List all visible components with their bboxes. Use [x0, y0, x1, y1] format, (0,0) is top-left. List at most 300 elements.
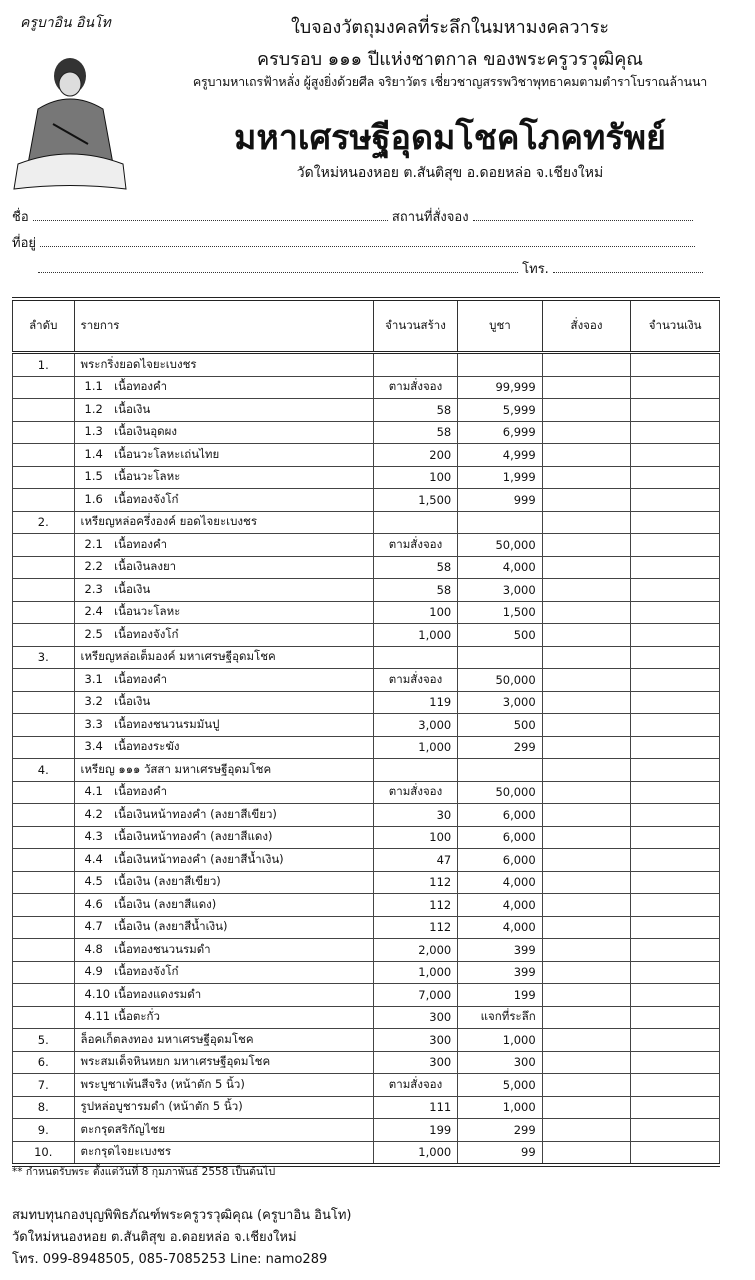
row-index — [13, 781, 75, 804]
row-order-input[interactable] — [542, 781, 631, 804]
form-phone-row — [38, 258, 715, 279]
row-amount-input[interactable] — [631, 421, 720, 444]
row-amount-input[interactable] — [631, 781, 720, 804]
row-index — [13, 961, 75, 984]
row-quantity: ตามสั่งจอง — [373, 781, 457, 804]
row-index — [13, 601, 75, 624]
row-subnumber: 1.5 — [84, 469, 103, 484]
row-quantity: 119 — [373, 691, 457, 714]
table-row — [13, 421, 720, 444]
row-amount-input[interactable] — [631, 376, 720, 399]
row-index — [13, 624, 75, 647]
row-amount-input[interactable] — [631, 489, 720, 512]
row-subnumber: 4.2 — [84, 806, 103, 821]
row-subnumber: 3.4 — [84, 739, 103, 754]
row-order-input[interactable] — [542, 759, 631, 782]
row-quantity — [373, 353, 457, 377]
row-price: 6,000 — [458, 826, 542, 849]
table-row — [13, 1006, 720, 1029]
row-quantity: ตามสั่งจอง — [373, 669, 457, 692]
row-item — [74, 399, 373, 422]
row-order-input[interactable] — [542, 916, 631, 939]
row-price: 399 — [458, 939, 542, 962]
table-row — [13, 781, 720, 804]
row-order-input[interactable] — [542, 714, 631, 737]
row-quantity: 100 — [373, 601, 457, 624]
row-order-input[interactable] — [542, 1029, 631, 1052]
row-item-label: เนื้อเงิน — [114, 694, 151, 709]
row-index — [13, 534, 75, 557]
row-item — [74, 1006, 373, 1029]
row-amount-input[interactable] — [631, 916, 720, 939]
row-index — [13, 466, 75, 489]
row-order-input[interactable] — [542, 646, 631, 669]
row-item-label: ล็อคเก็ตลงทอง มหาเศรษฐีอุดมโชค — [80, 1031, 254, 1046]
row-item — [74, 984, 373, 1007]
header-line-2: ครบรอบ ๑๑๑ ปีแห่งชาตกาล ของพระครูวรวุฒิคุณ — [257, 49, 643, 70]
row-item — [74, 1051, 373, 1074]
address-label: ที่อยู่ — [12, 236, 36, 251]
header-price: บูชา — [458, 299, 542, 353]
row-item — [74, 421, 373, 444]
row-amount-input[interactable] — [631, 714, 720, 737]
footer-line-1: สมทบทุนกองบุญพิพิธภัณฑ์พระครูวรวุฒิคุณ (ครูบาอิน อินโท) — [12, 1208, 352, 1223]
row-item-label: เหรียญหล่อครึ่งองค์ ยอดไจยะเบงชร — [80, 514, 258, 529]
table-row — [13, 759, 720, 782]
name-field[interactable] — [33, 208, 388, 221]
row-quantity: 100 — [373, 466, 457, 489]
row-item-label: พระบูชาเพ้นสีจริง (หน้าตัก 5 นิ้ว) — [80, 1076, 245, 1091]
row-price: 5,999 — [458, 399, 542, 422]
row-order-input[interactable] — [542, 669, 631, 692]
row-item-label: เนื้อเงิน — [114, 401, 151, 416]
row-subnumber: 4.8 — [84, 941, 103, 956]
header-quantity: จำนวนสร้าง — [373, 299, 457, 353]
row-order-input[interactable] — [542, 984, 631, 1007]
row-amount-input[interactable] — [631, 849, 720, 872]
phone-field[interactable] — [553, 260, 703, 273]
monk-portrait-sketch-icon — [8, 14, 133, 194]
row-price — [458, 353, 542, 377]
row-subnumber: 4.4 — [84, 851, 103, 866]
row-item — [74, 894, 373, 917]
row-quantity: 58 — [373, 579, 457, 602]
row-price: 3,000 — [458, 579, 542, 602]
row-item — [74, 759, 373, 782]
row-quantity: 1,000 — [373, 624, 457, 647]
row-item-label: ตะกรุดไจยะเบงชร — [80, 1144, 172, 1159]
table-row — [13, 353, 720, 377]
row-price: 500 — [458, 624, 542, 647]
temple-address: วัดใหม่หนองหอย ต.สันติสุข อ.ดอยหล่อ จ.เชียงใหม่ — [296, 165, 604, 181]
row-amount-input[interactable] — [631, 624, 720, 647]
row-amount-input[interactable] — [631, 1141, 720, 1165]
row-item — [74, 601, 373, 624]
row-price: 299 — [458, 1119, 542, 1142]
row-item — [74, 781, 373, 804]
row-price: 5,000 — [458, 1074, 542, 1097]
row-item — [74, 1119, 373, 1142]
row-quantity: 7,000 — [373, 984, 457, 1007]
row-subnumber: 4.9 — [84, 964, 103, 979]
row-index — [13, 1006, 75, 1029]
row-item — [74, 669, 373, 692]
row-price: 3,000 — [458, 691, 542, 714]
row-quantity: 300 — [373, 1006, 457, 1029]
row-item-label: เหรียญ ๑๑๑ วัสสา มหาเศรษฐีอุดมโชค — [80, 761, 272, 776]
row-quantity: ตามสั่งจอง — [373, 376, 457, 399]
row-quantity: 3,000 — [373, 714, 457, 737]
header-index: ลำดับ — [13, 299, 75, 353]
row-order-input[interactable] — [542, 961, 631, 984]
portrait-caption: ครูบาอิน อินโท — [20, 15, 111, 31]
row-order-input[interactable] — [542, 556, 631, 579]
row-quantity: 1,500 — [373, 489, 457, 512]
row-quantity: 30 — [373, 804, 457, 827]
row-item — [74, 511, 373, 534]
row-amount-input[interactable] — [631, 939, 720, 962]
row-item-label: เนื้อนวะโลหะ — [114, 469, 181, 484]
row-item-label: เนื้อเงิน (ลงยาสีเขียว) — [114, 874, 221, 889]
row-amount-input[interactable] — [631, 511, 720, 534]
row-item — [74, 534, 373, 557]
row-amount-input[interactable] — [631, 871, 720, 894]
row-subnumber: 4.10 — [84, 986, 111, 1001]
row-item — [74, 961, 373, 984]
row-quantity: 300 — [373, 1029, 457, 1052]
row-amount-input[interactable] — [631, 894, 720, 917]
row-item — [74, 736, 373, 759]
row-index — [13, 871, 75, 894]
row-item — [74, 466, 373, 489]
row-quantity: ตามสั่งจอง — [373, 534, 457, 557]
row-subnumber: 4.11 — [84, 1009, 111, 1024]
row-subnumber: 4.3 — [84, 829, 103, 844]
row-order-input[interactable] — [542, 466, 631, 489]
row-subnumber: 1.1 — [84, 379, 103, 394]
footer-contact: โทร. 099-8948505, 085-7085253 Line: namo289 — [12, 1252, 328, 1267]
row-index — [13, 736, 75, 759]
name-label: ชื่อ — [12, 210, 29, 225]
row-item — [74, 871, 373, 894]
pickup-note: ** กำหนดรับพระ ตั้งแต่วันที่ 8 กุมภาพันธ์ 2558 เป็นต้นไป — [12, 1166, 276, 1178]
row-item — [74, 444, 373, 467]
row-order-input[interactable] — [542, 826, 631, 849]
table-row — [13, 691, 720, 714]
row-index — [13, 669, 75, 692]
row-price: 1,000 — [458, 1096, 542, 1119]
row-amount-input[interactable] — [631, 804, 720, 827]
row-index — [13, 804, 75, 827]
row-subnumber: 3.1 — [84, 671, 103, 686]
row-quantity: ตามสั่งจอง — [373, 1074, 457, 1097]
table-row — [13, 1029, 720, 1052]
row-index — [13, 894, 75, 917]
row-price: 999 — [458, 489, 542, 512]
row-order-input[interactable] — [542, 849, 631, 872]
form-address-row — [12, 232, 715, 253]
table-row — [13, 466, 720, 489]
table-row — [13, 714, 720, 737]
place-field[interactable] — [473, 208, 693, 221]
row-price: 99,999 — [458, 376, 542, 399]
row-item — [74, 1074, 373, 1097]
row-item-label: ตะกรุดสริกัญไชย — [80, 1121, 166, 1136]
row-order-input[interactable] — [542, 601, 631, 624]
row-order-input[interactable] — [542, 489, 631, 512]
table-row — [13, 871, 720, 894]
row-price: 4,999 — [458, 444, 542, 467]
row-quantity: 58 — [373, 556, 457, 579]
place-label: สถานที่สั่งจอง — [391, 210, 469, 225]
table-row — [13, 984, 720, 1007]
row-order-input[interactable] — [542, 421, 631, 444]
row-index — [13, 579, 75, 602]
row-item-label: เนื้อเงินหน้าทองคำ (ลงยาสีเขียว) — [114, 806, 277, 821]
row-price: 399 — [458, 961, 542, 984]
row-item-label: เหรียญหล่อเต็มองค์ มหาเศรษฐีอุดมโชค — [80, 649, 276, 664]
row-order-input[interactable] — [542, 871, 631, 894]
row-amount-input[interactable] — [631, 1006, 720, 1029]
row-item — [74, 624, 373, 647]
table-row — [13, 1141, 720, 1165]
row-subnumber: 2.3 — [84, 581, 103, 596]
row-quantity — [373, 759, 457, 782]
row-subnumber: 1.2 — [84, 401, 103, 416]
row-subnumber: 4.5 — [84, 874, 103, 889]
row-amount-input[interactable] — [631, 399, 720, 422]
row-order-input[interactable] — [542, 399, 631, 422]
row-price: 4,000 — [458, 916, 542, 939]
row-price: 6,999 — [458, 421, 542, 444]
row-index — [13, 421, 75, 444]
table-row — [13, 669, 720, 692]
row-order-input[interactable] — [542, 894, 631, 917]
row-index: 3. — [13, 646, 75, 669]
row-amount-input[interactable] — [631, 1119, 720, 1142]
row-order-input[interactable] — [542, 1141, 631, 1165]
row-amount-input[interactable] — [631, 534, 720, 557]
row-quantity: 1,000 — [373, 736, 457, 759]
row-index: 8. — [13, 1096, 75, 1119]
header-item: รายการ — [74, 299, 373, 353]
row-item — [74, 916, 373, 939]
table-row — [13, 624, 720, 647]
row-order-input[interactable] — [542, 353, 631, 377]
row-index: 4. — [13, 759, 75, 782]
table-row — [13, 1074, 720, 1097]
row-amount-input[interactable] — [631, 759, 720, 782]
row-price — [458, 646, 542, 669]
row-item — [74, 556, 373, 579]
row-amount-input[interactable] — [631, 579, 720, 602]
row-subnumber: 3.2 — [84, 694, 103, 709]
table-row — [13, 556, 720, 579]
row-amount-input[interactable] — [631, 736, 720, 759]
row-subnumber: 2.5 — [84, 626, 103, 641]
row-price: 500 — [458, 714, 542, 737]
table-row — [13, 804, 720, 827]
form-name-row — [12, 206, 715, 227]
row-item-label: เนื้อทองคำ — [114, 784, 168, 799]
row-index — [13, 399, 75, 422]
row-item — [74, 1141, 373, 1165]
row-price — [458, 759, 542, 782]
row-index: 7. — [13, 1074, 75, 1097]
row-order-input[interactable] — [542, 624, 631, 647]
row-price: 4,000 — [458, 894, 542, 917]
row-index — [13, 826, 75, 849]
order-table — [12, 297, 720, 1167]
table-row — [13, 489, 720, 512]
row-price: 4,000 — [458, 871, 542, 894]
row-item — [74, 714, 373, 737]
row-index — [13, 984, 75, 1007]
row-item — [74, 353, 373, 377]
row-subnumber: 2.2 — [84, 559, 103, 574]
table-row — [13, 939, 720, 962]
row-quantity: 112 — [373, 894, 457, 917]
row-amount-input[interactable] — [631, 444, 720, 467]
row-price: 6,000 — [458, 804, 542, 827]
row-index — [13, 714, 75, 737]
row-amount-input[interactable] — [631, 1051, 720, 1074]
row-order-input[interactable] — [542, 804, 631, 827]
footer-line-2: วัดใหม่หนองหอย ต.สันติสุข อ.ดอยหล่อ จ.เชียงใหม่ — [12, 1230, 297, 1245]
row-amount-input[interactable] — [631, 984, 720, 1007]
row-item-label: เนื้อทองจังโก๋ — [114, 626, 179, 641]
row-item — [74, 1096, 373, 1119]
footer — [12, 1205, 352, 1271]
row-index — [13, 849, 75, 872]
row-amount-input[interactable] — [631, 601, 720, 624]
row-item — [74, 826, 373, 849]
row-item-label: เนื้อทองคำ — [114, 379, 168, 394]
header-line-3: ครูบามหาเถรฟ้าหลั่ง ผู้สูงยิ่งด้วยศีล จริยาวัตร เชี่ยวชาญสรรพวิชาพุทธาคมตามตำราโบราณล้านนา — [192, 74, 708, 89]
row-quantity: 58 — [373, 399, 457, 422]
table-row — [13, 826, 720, 849]
row-subnumber: 3.3 — [84, 716, 103, 731]
row-order-input[interactable] — [542, 1006, 631, 1029]
table-row — [13, 1096, 720, 1119]
row-item — [74, 646, 373, 669]
row-subnumber: 2.1 — [84, 536, 103, 551]
row-item-label: เนื้อเงิน (ลงยาสีแดง) — [114, 896, 217, 911]
row-index — [13, 916, 75, 939]
table-row — [13, 601, 720, 624]
row-quantity: 111 — [373, 1096, 457, 1119]
row-index — [13, 444, 75, 467]
row-order-input[interactable] — [542, 534, 631, 557]
table-row — [13, 961, 720, 984]
row-amount-input[interactable] — [631, 669, 720, 692]
row-amount-input[interactable] — [631, 691, 720, 714]
table-row — [13, 444, 720, 467]
row-order-input[interactable] — [542, 511, 631, 534]
row-item-label: เนื้อทองจังโก๋ — [114, 491, 179, 506]
row-amount-input[interactable] — [631, 1096, 720, 1119]
page-title: มหาเศรษฐีอุดมโชคโภคทรัพย์ — [234, 118, 666, 158]
row-order-input[interactable] — [542, 1074, 631, 1097]
row-order-input[interactable] — [542, 444, 631, 467]
row-quantity: 58 — [373, 421, 457, 444]
row-quantity: 100 — [373, 826, 457, 849]
address-field[interactable] — [40, 234, 695, 247]
row-item-label: เนื้อทองชนวนรมมันปู — [114, 716, 220, 731]
row-subnumber: 2.4 — [84, 604, 103, 619]
table-row — [13, 1051, 720, 1074]
row-price: 1,500 — [458, 601, 542, 624]
row-order-input[interactable] — [542, 939, 631, 962]
row-subnumber: 1.4 — [84, 446, 103, 461]
row-order-input[interactable] — [542, 691, 631, 714]
row-order-input[interactable] — [542, 1096, 631, 1119]
row-amount-input[interactable] — [631, 646, 720, 669]
row-amount-input[interactable] — [631, 1074, 720, 1097]
row-order-input[interactable] — [542, 579, 631, 602]
row-quantity: 300 — [373, 1051, 457, 1074]
row-item-label: เนื้อตะกั่ว — [114, 1009, 160, 1024]
row-item — [74, 691, 373, 714]
row-order-input[interactable] — [542, 1119, 631, 1142]
row-index: 2. — [13, 511, 75, 534]
row-quantity: 1,000 — [373, 1141, 457, 1165]
row-quantity: 199 — [373, 1119, 457, 1142]
row-order-input[interactable] — [542, 376, 631, 399]
address-field-2[interactable] — [38, 260, 518, 273]
row-item-label: เนื้อเงินลงยา — [114, 559, 177, 574]
phone-label: โทร. — [522, 262, 549, 277]
row-item-label: เนื้อเงิน — [114, 581, 151, 596]
row-amount-input[interactable] — [631, 556, 720, 579]
row-price: 199 — [458, 984, 542, 1007]
row-amount-input[interactable] — [631, 1029, 720, 1052]
table-row — [13, 399, 720, 422]
table-row — [13, 376, 720, 399]
row-price — [458, 511, 542, 534]
row-subnumber: 4.7 — [84, 919, 103, 934]
row-amount-input[interactable] — [631, 826, 720, 849]
row-price: แจกที่ระลึก — [458, 1006, 542, 1029]
row-item-label: เนื้อเงินหน้าทองคำ (ลงยาสีแดง) — [114, 829, 273, 844]
row-item-label: พระกริ่งยอดไจยะเบงชร — [80, 356, 197, 371]
row-price: 99 — [458, 1141, 542, 1165]
row-item — [74, 579, 373, 602]
row-index: 9. — [13, 1119, 75, 1142]
row-item-label: รูปหล่อบูชารมดำ (หน้าตัก 5 นิ้ว) — [80, 1099, 243, 1114]
row-index: 5. — [13, 1029, 75, 1052]
row-price: 1,999 — [458, 466, 542, 489]
table-row — [13, 534, 720, 557]
row-item-label: เนื้อทองระฆัง — [114, 739, 180, 754]
row-quantity: 112 — [373, 871, 457, 894]
row-order-input[interactable] — [542, 736, 631, 759]
table-row — [13, 579, 720, 602]
row-item — [74, 804, 373, 827]
row-index — [13, 376, 75, 399]
row-subnumber: 4.6 — [84, 896, 103, 911]
row-index — [13, 489, 75, 512]
row-quantity: 200 — [373, 444, 457, 467]
row-amount-input[interactable] — [631, 466, 720, 489]
row-index: 1. — [13, 353, 75, 377]
row-amount-input[interactable] — [631, 961, 720, 984]
row-order-input[interactable] — [542, 1051, 631, 1074]
row-amount-input[interactable] — [631, 353, 720, 377]
row-item — [74, 489, 373, 512]
table-row — [13, 736, 720, 759]
row-index: 10. — [13, 1141, 75, 1165]
